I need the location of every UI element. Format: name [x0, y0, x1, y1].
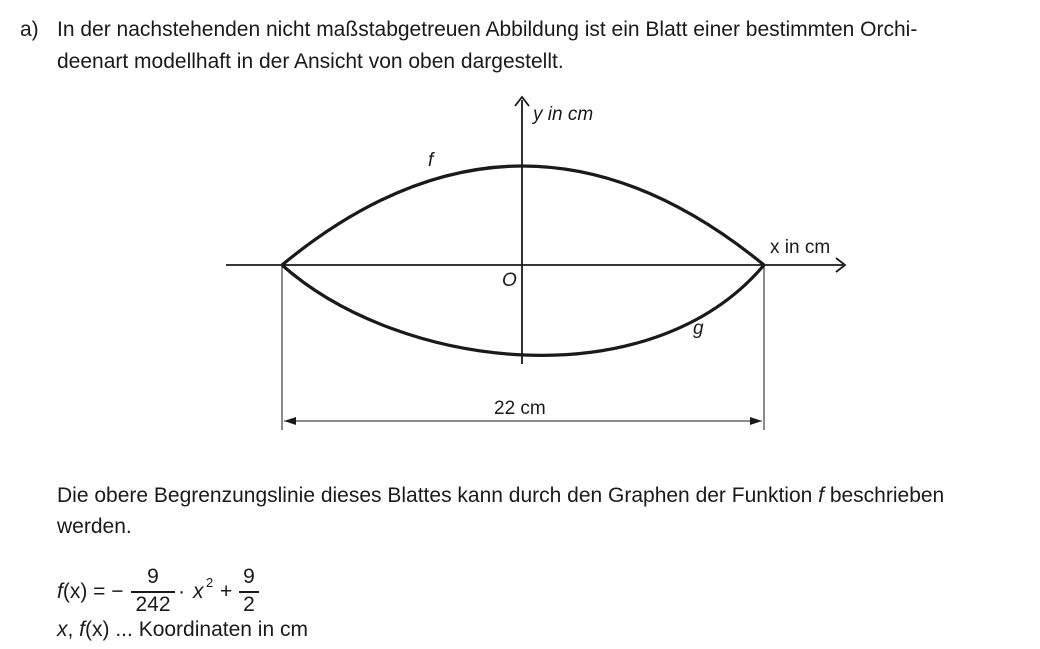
- formula-arg: (x): [62, 580, 88, 603]
- formula-equals-minus: = −: [87, 580, 124, 603]
- y-axis-label: y in cm: [533, 104, 594, 125]
- dimension-arrow-left: [284, 417, 296, 425]
- origin-label: O: [502, 270, 517, 291]
- description-text-start: Die obere Begrenzungslinie dieses Blattes kann durch den Graphen der Funktion: [57, 484, 819, 507]
- coordinates-note: [57, 616, 308, 644]
- coordinates-arg: (x): [85, 618, 110, 641]
- coordinates-comma: ,: [67, 618, 80, 641]
- formula-exponent: 2: [206, 575, 214, 590]
- formula-f: f: [57, 580, 63, 603]
- curve-f: [282, 166, 764, 265]
- task-intro-line-1: In der nachstehenden nicht maßstabgetreuen Abbildung ist ein Blatt einer bestimmten Orchi-: [57, 18, 918, 41]
- curve-g-label: g: [693, 318, 704, 339]
- coordinates-text: ... Koordinaten in cm: [109, 618, 308, 641]
- description-line-1: [57, 480, 1032, 511]
- description-text-end: beschrieben: [823, 484, 945, 507]
- description: [57, 480, 1032, 542]
- coordinates-f: f: [79, 618, 86, 641]
- x-axis-label: x in cm: [770, 237, 831, 258]
- width-dimension-label: 22 cm: [494, 398, 546, 419]
- fraction-1-denominator: 242: [135, 593, 171, 616]
- task-label: a): [20, 18, 39, 41]
- task-intro-line-2: deenart modellhaft in der Ansicht von oben dargestellt.: [57, 50, 564, 73]
- dimension-arrow-right: [750, 417, 762, 425]
- fraction-2-numerator: 9: [243, 565, 255, 588]
- curve-f-label: f: [428, 150, 434, 171]
- coordinates-x: x: [57, 618, 68, 641]
- formula-x: x: [193, 580, 204, 603]
- function-name: f: [818, 484, 824, 507]
- fraction-1-numerator: 9: [147, 565, 159, 588]
- description-line-2: werden.: [57, 515, 132, 538]
- fraction-2-denominator: 2: [243, 593, 255, 616]
- curve-g: [282, 265, 764, 355]
- formula-plus: +: [220, 580, 233, 603]
- formula-dot: ·: [178, 580, 185, 603]
- formula-lhs: [57, 580, 124, 604]
